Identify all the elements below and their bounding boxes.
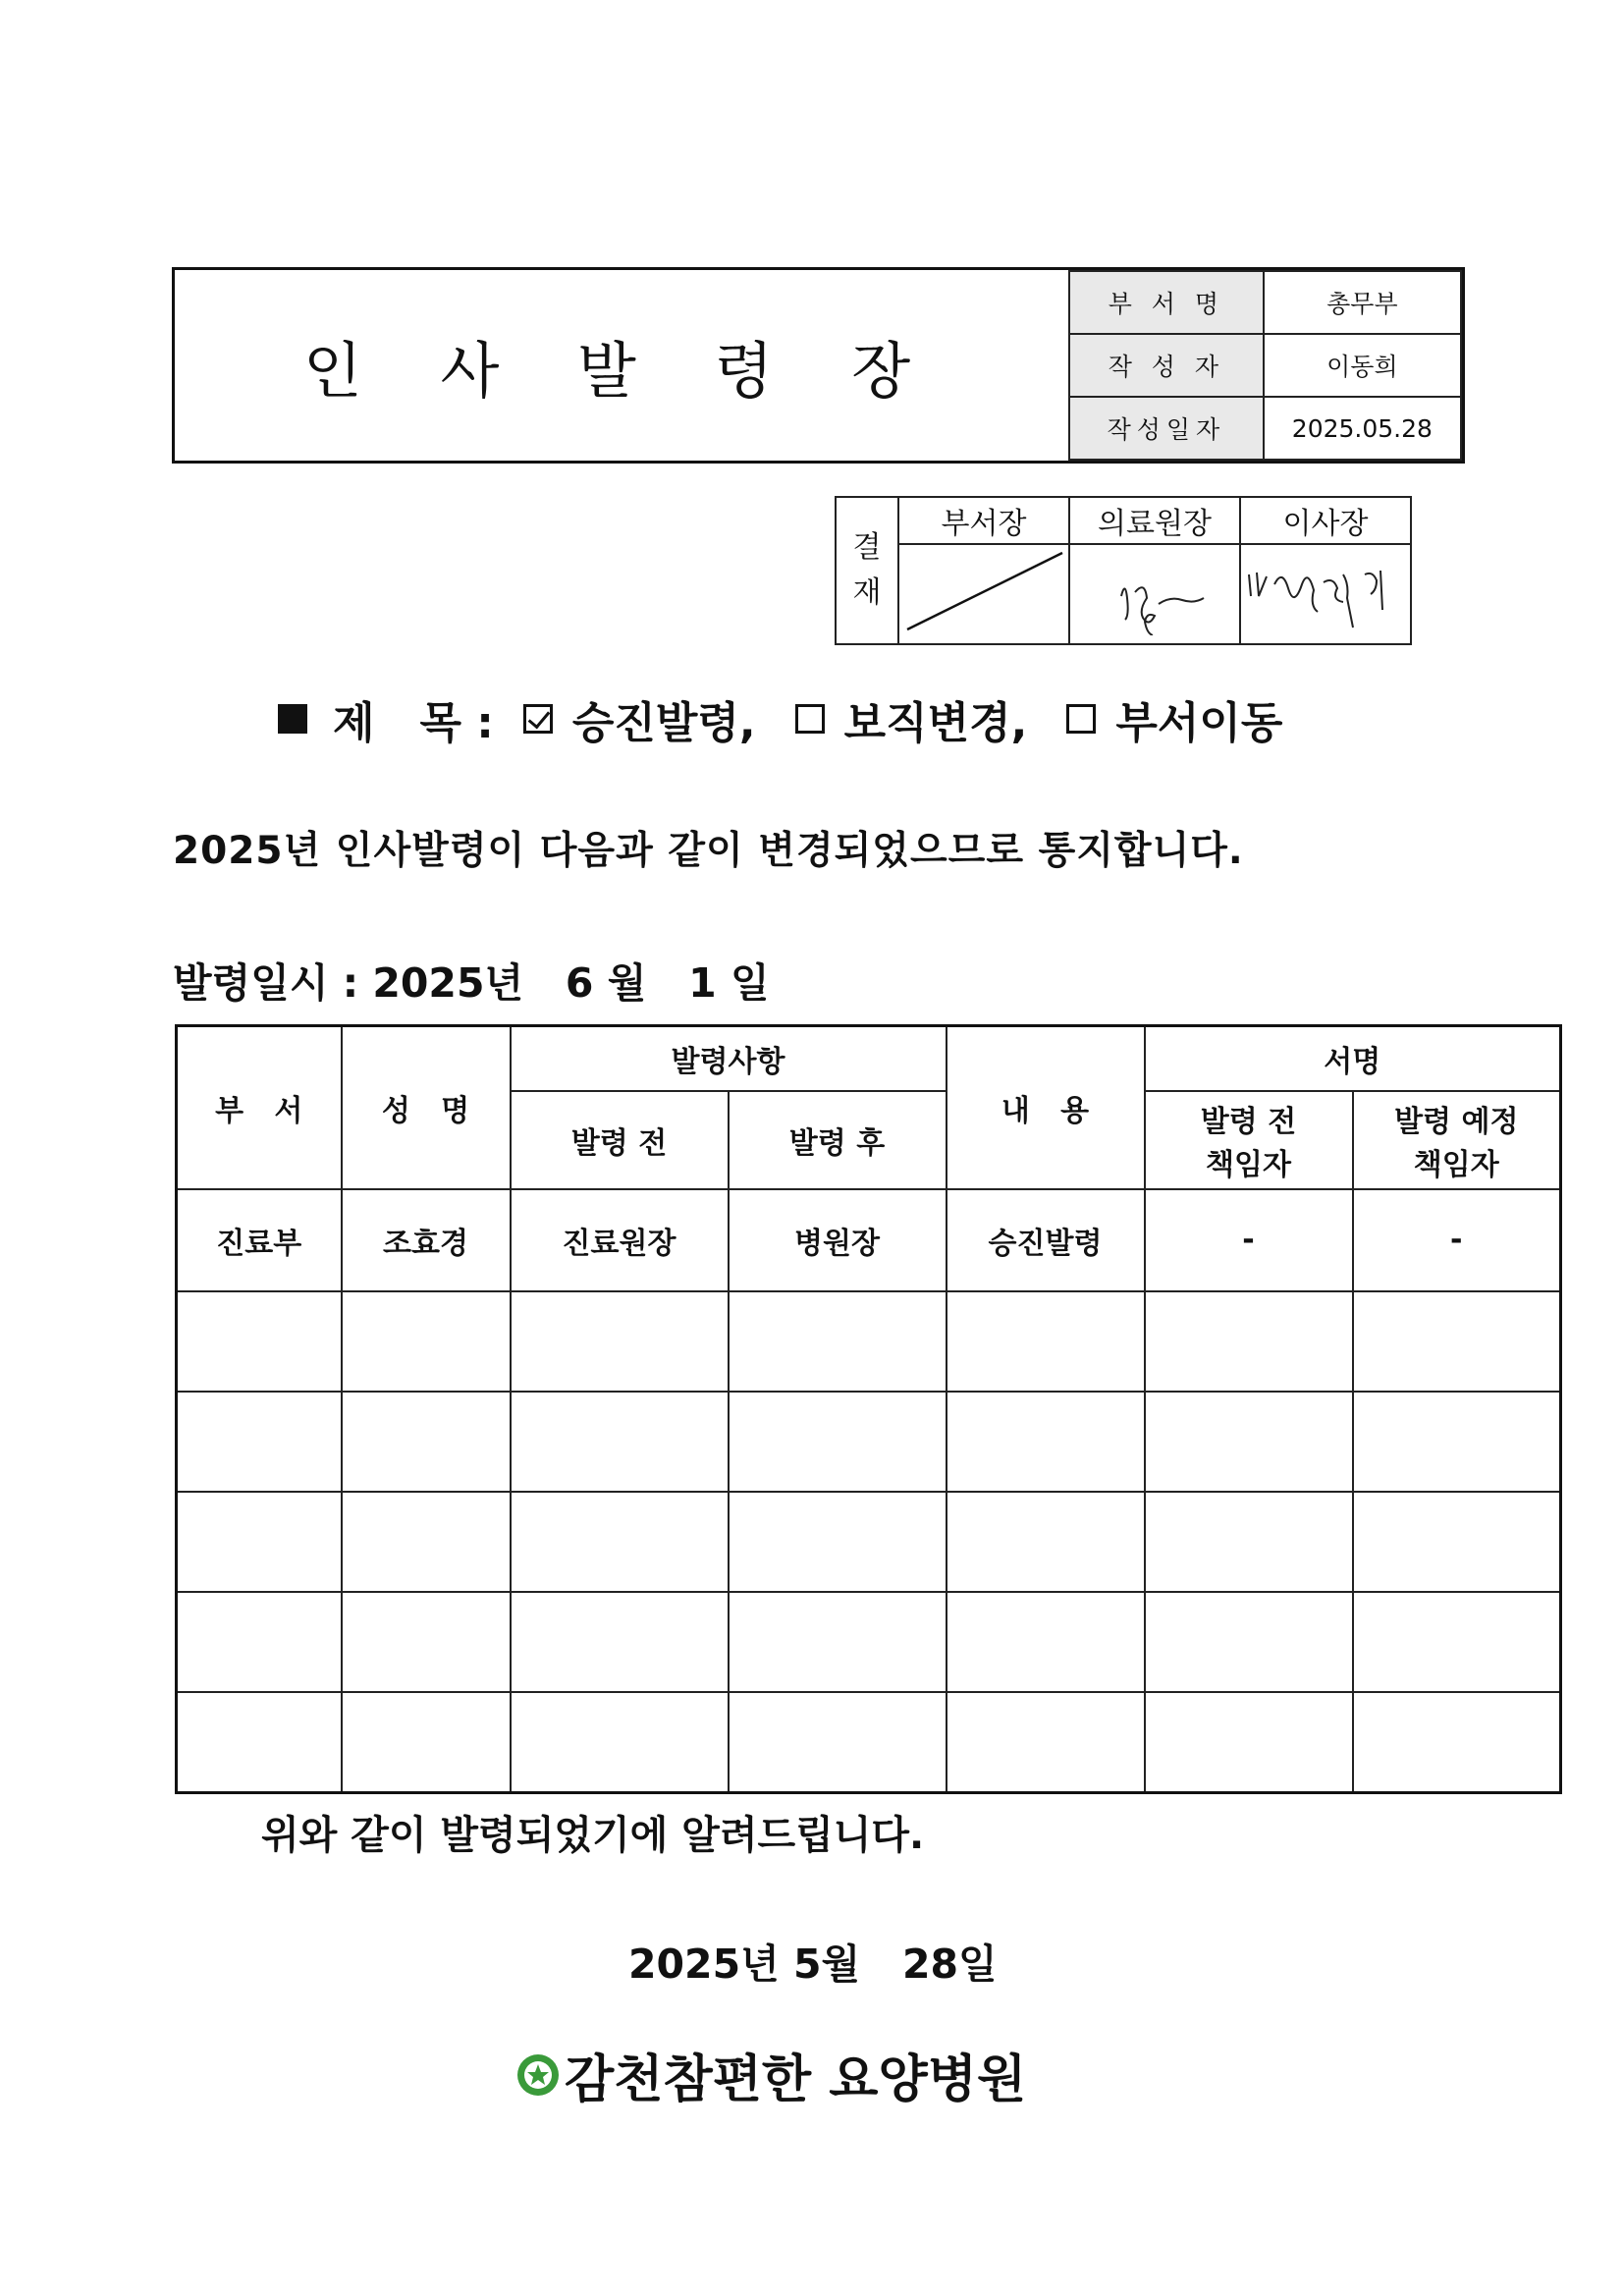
approver-role-medical-director: 의료원장 <box>1069 497 1240 544</box>
closing-text: 위와 같이 발령되었기에 알려드립니다. <box>261 1813 925 1858</box>
diagonal-strike <box>899 545 1068 635</box>
notice-text: 2025년 인사발령이 다음과 같이 변경되었으므로 통지합니다. <box>173 829 1244 873</box>
header-content: 내 용 <box>947 1026 1145 1189</box>
author-value: 이동희 <box>1264 334 1461 397</box>
header-sig-after: 발령 예정 책임자 <box>1353 1091 1561 1189</box>
cell-sig-before: - <box>1145 1189 1353 1291</box>
medical-director-signature <box>1069 544 1240 644</box>
approval-label: 결 재 <box>836 497 898 644</box>
header-department: 부 서 <box>177 1026 342 1189</box>
approval-box <box>835 496 1412 645</box>
table-row-empty <box>177 1492 1561 1592</box>
date-value: 2025.05.28 <box>1264 397 1461 460</box>
cell-department: 진료부 <box>177 1189 342 1291</box>
table-row-empty <box>177 1392 1561 1492</box>
header-signature: 서명 <box>1145 1026 1561 1091</box>
cell-after: 병원장 <box>729 1189 947 1291</box>
checkbox-empty-icon <box>1066 704 1096 734</box>
hospital-name: 감천참편한 요양병원 <box>565 2050 1027 2109</box>
department-value: 총무부 <box>1264 271 1461 334</box>
header-box <box>172 267 1465 464</box>
header-name: 성 명 <box>342 1026 511 1189</box>
handwritten-signature <box>1241 545 1410 635</box>
header-before: 발령 전 <box>511 1091 729 1189</box>
subject-option-department-move: 부서이동 <box>1115 698 1283 748</box>
author-label: 작 성 자 <box>1069 334 1264 397</box>
document-title: 인 사 발 령 장 <box>302 334 941 407</box>
subject-label: 제 목 : <box>333 698 494 748</box>
date-label: 작성일자 <box>1069 397 1264 460</box>
header-after: 발령 후 <box>729 1091 947 1189</box>
approver-role-dept-head: 부서장 <box>898 497 1069 544</box>
subject-option-promotion: 승진발령, <box>571 698 756 748</box>
chairman-signature <box>1240 544 1411 644</box>
handwritten-signature <box>1070 545 1239 635</box>
table-row <box>177 1189 1561 1291</box>
cell-name: 조효경 <box>342 1189 511 1291</box>
checkbox-checked-icon <box>523 704 553 734</box>
table-row-empty <box>177 1592 1561 1692</box>
issue-date: 2025년 5월 28일 <box>628 1941 998 1988</box>
approver-role-chairman: 이사장 <box>1240 497 1411 544</box>
document-meta-table <box>1068 270 1462 461</box>
table-row-empty <box>177 1291 1561 1392</box>
header-sig-before: 발령 전 책임자 <box>1145 1091 1353 1189</box>
subject-line <box>278 687 1282 750</box>
hospital-logo-icon <box>515 2052 561 2098</box>
cell-before: 진료원장 <box>511 1189 729 1291</box>
personnel-order-table <box>175 1024 1562 1794</box>
cell-sig-after: - <box>1353 1189 1561 1291</box>
cell-content: 승진발령 <box>947 1189 1145 1291</box>
bullet-square-icon <box>278 704 307 734</box>
checkbox-empty-icon <box>795 704 825 734</box>
header-order-details: 발령사항 <box>511 1026 947 1091</box>
hospital-name-block <box>515 2038 1026 2111</box>
table-row-empty <box>177 1692 1561 1793</box>
dept-head-signature-slot <box>898 544 1069 644</box>
effective-date: 발령일시 : 2025년 6 월 1 일 <box>173 959 770 1007</box>
department-label: 부 서 명 <box>1069 271 1264 334</box>
subject-option-position-change: 보직변경, <box>843 698 1028 748</box>
